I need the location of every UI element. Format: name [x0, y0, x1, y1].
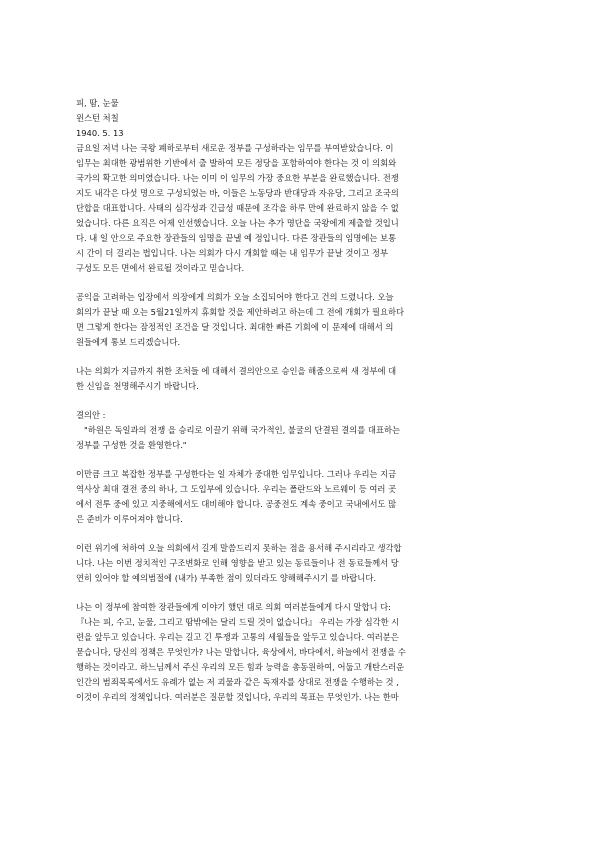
paragraph-line: 이것이 우리의 정책입니다. 여러분은 질문할 것입니다, 우리의 목표는 무엇인가. 나는 한마	[76, 692, 399, 702]
paragraph-line: 시 간이 더 걸리는 법입니다. 나는 의회가 다시 개회할 때는 내 임무가 끝날 것이고 정부	[76, 248, 389, 258]
paragraph-line: 연히 있어야 할 예의범절에 (내가) 부족한 점이 있더라도 양해해주시기 를 바랍니다.	[76, 573, 376, 583]
paragraph-line: 원들에게 통보 드리겠습니다.	[76, 337, 181, 347]
speech-title: 피, 땀, 눈물	[76, 98, 119, 108]
paragraph-line: 이만큼 크고 복잡한 정부를 구성한다는 일 자체가 중대한 임무입니다. 그러나 우리는 지금	[76, 469, 397, 479]
speech-author: 윈스턴 처칠	[76, 113, 119, 123]
paragraph-line: 에서 전투 중에 있고 지중해에서도 대비해야 합니다. 공중전도 계속 중이고 국내에서도 많	[76, 499, 397, 509]
paragraph-line: 니다. 나는 이번 정치적인 구조변화로 인해 영향을 받고 있는 동료들이나 전 동료들께서 당	[76, 558, 399, 568]
paragraph-line: 인간의 범죄목록에서도 유례가 없는 저 괴물과 같은 독재자를 상대로 전쟁을 수행하는 것 ,	[76, 677, 399, 687]
resolution-quote	[76, 423, 523, 453]
paragraph-line: 묻습니다, 당신의 정책은 무엇인가? 나는 말합니다, 육상에서, 바다에서, 하늘에서 전쟁을 수	[76, 647, 406, 657]
paragraph-spacer	[76, 586, 523, 600]
paragraph-1	[76, 141, 523, 276]
paragraph-5	[76, 541, 523, 586]
paragraph-line: 단합을 대표합니다. 사태의 심각성과 긴급성 때문에 조각을 하루 만에 완료하지 않을 수 없	[76, 203, 399, 213]
paragraph-line: 면 그렇게 한다는 잠정적인 조건을 달 것입니다. 최대한 빠른 기회에 이 문제에 대해서 의	[76, 322, 394, 332]
paragraph-line: 련을 앞두고 있습니다. 우리는 길고 긴 투쟁과 고통의 세월들을 앞두고 있습니다. 여러분은	[76, 632, 399, 642]
paragraph-line: 임무는 최대한 광범위한 기반에서 출 발하여 모든 정당을 포함하여야 한다는 것 이 의회와	[76, 158, 397, 168]
paragraph-2	[76, 290, 523, 350]
resolution-line: "하원은 독일과의 전쟁 을 승리로 이끌기 위해 국가적인, 불굴의 단결된 결의를 대표하는	[84, 425, 400, 435]
paragraph-line: 지도 내각은 다섯 명으로 구성되었는 바, 이들은 노동당과 반대당과 자유당, 그리고 조국의	[76, 188, 399, 198]
paragraph-line: 국가의 확고한 의미였습니다. 나는 이미 이 임무의 가장 중요한 부분을 완료했습니다. 전쟁	[76, 173, 399, 183]
paragraph-line: 나는 의회가 지금까지 취한 조처들 에 대해서 결의안으로 승인을 해줌으로써 새 정부에 대	[76, 366, 397, 376]
paragraph-line: 다. 내 일 안으로 주요한 장관들의 임명을 끝낼 예 정입니다. 다른 장관들의 임명에는 보통	[76, 233, 397, 243]
resolution-label: 결의안 :	[76, 410, 106, 420]
resolution-line: 정부를 구성한 것을 환영한다."	[76, 440, 187, 450]
paragraph-line: 공익을 고려하는 입장에서 의장에게 의회가 오늘 소집되어야 한다고 건의 드렸니다. 오늘	[76, 292, 394, 302]
paragraph-line: 금요일 저녁 나는 국왕 폐하로부터 새로운 정부를 구성하라는 임무를 부여받았습니다. 이	[76, 143, 394, 153]
paragraph-spacer	[76, 350, 523, 364]
paragraph-spacer	[76, 527, 523, 541]
paragraph-line: 구성도 모든 면에서 완료될 것이라고 믿습니다.	[76, 263, 245, 273]
paragraph-spacer	[76, 453, 523, 467]
paragraph-spacer	[76, 276, 523, 290]
paragraph-line: 회의가 끝날 때 오는 5월21일까지 휴회할 것을 제안하려고 하는데 그 전에 개회가 필요하다	[76, 307, 405, 317]
paragraph-spacer	[76, 394, 523, 408]
document-page	[76, 96, 523, 705]
paragraph-line: 이런 위기에 처하여 오늘 의회에서 길게 말씀드리지 못하는 점을 용서해 주시리라고 생각합	[76, 543, 402, 553]
paragraph-line: 한 신임을 천명해주시기 바랍니다.	[76, 381, 199, 391]
paragraph-6	[76, 600, 523, 705]
speech-date: 1940. 5. 13	[76, 128, 124, 138]
paragraph-3	[76, 364, 523, 394]
paragraph-line: 행하는 것이라고. 하느님께서 주신 우리의 모든 힘과 능력을 총동원하여, 어둡고 개탄스러운	[76, 662, 405, 672]
paragraph-line: 은 준비가 이루어져야 합니다.	[76, 514, 183, 524]
paragraph-4	[76, 467, 523, 527]
paragraph-line: 었습니다. 다른 요직은 어제 인선했습니다. 오늘 나는 추가 명단을 국왕에게 제출할 것입니	[76, 218, 399, 228]
paragraph-line: 나는 이 정부에 참여한 장관들에게 이야기 했던 대로 의회 여러분들에게 다시 말합니 다:	[76, 602, 391, 612]
paragraph-line: 『나는 피, 수고, 눈물, 그리고 땀밖에는 달리 드릴 것이 없습니다』 우리는 가장 심각한 시	[76, 617, 400, 627]
paragraph-line: 역사상 최대 결전 중의 하나, 그 도입부에 있습니다. 우리는 폴란드와 노르웨이 등 여러 곳	[76, 484, 397, 494]
